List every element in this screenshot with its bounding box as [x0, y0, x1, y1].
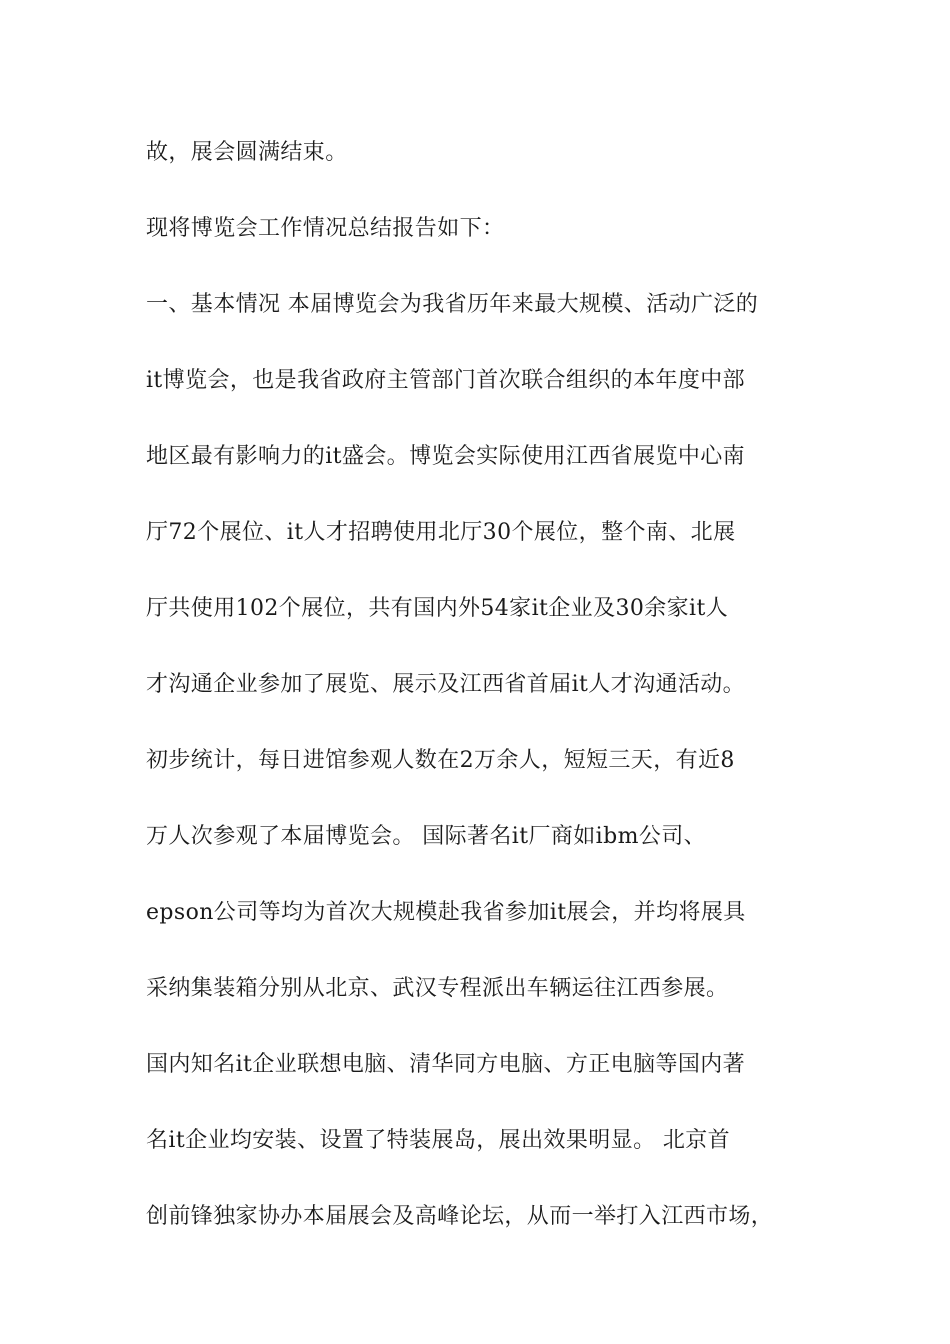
text-line: 万人次参观了本届博览会。 国际著名it厂商如ibm公司、 — [146, 824, 707, 849]
text-line: 一、基本情况 本届博览会为我省历年来最大规模、活动广泛的 — [146, 292, 759, 317]
text-line: it博览会，也是我省政府主管部门首次联合组织的本年度中部 — [146, 368, 746, 393]
text-line: 厅72个展位、it人才招聘使用北厅30个展位，整个南、北展 — [146, 520, 736, 545]
text-line: 初步统计，每日进馆参观人数在2万余人，短短三天，有近8 — [146, 748, 735, 773]
body-text — [146, 133, 826, 1273]
text-line: 采纳集装箱分别从北京、武汉专程派出车辆运往江西参展。 — [146, 976, 729, 1001]
text-line: 名it企业均安装、设置了特装展岛，展出效果明显。 北京首 — [146, 1128, 731, 1153]
text-line: 创前锋独家协办本届展会及高峰论坛，从而一举打入江西市场， — [146, 1204, 774, 1229]
text-line: 地区最有影响力的it盛会。博览会实际使用江西省展览中心南 — [146, 444, 746, 469]
text-line: epson公司等均为首次大规模赴我省参加it展会，并均将展具 — [146, 900, 746, 925]
text-line: 厅共使用102个展位，共有国内外54家it企业及30余家it人 — [146, 596, 729, 621]
text-line: 才沟通企业参加了展览、展示及江西省首届it人才沟通活动。 — [146, 672, 746, 697]
text-line: 现将博览会工作情况总结报告如下： — [146, 216, 505, 241]
text-line: 国内知名it企业联想电脑、清华同方电脑、方正电脑等国内著 — [146, 1052, 746, 1077]
text-line: 故，展会圆满结束。 — [146, 140, 348, 165]
